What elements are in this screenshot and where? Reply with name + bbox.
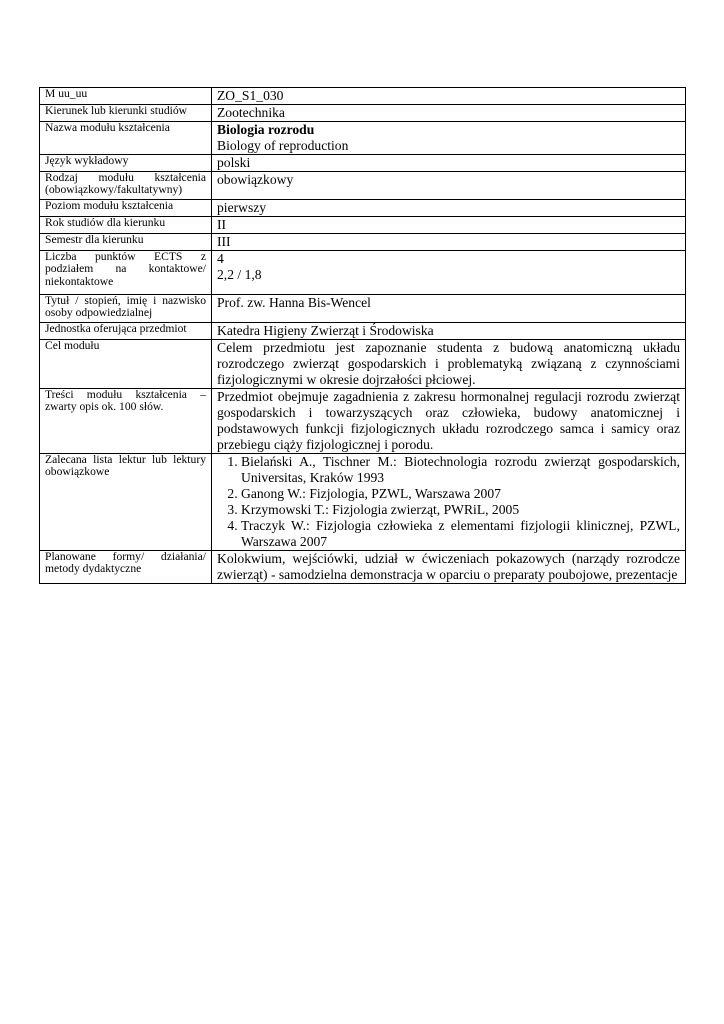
unit-label: Jednostka oferująca przedmiot xyxy=(40,323,212,340)
coordinator-value: Prof. zw. Hanna Bis-Wencel xyxy=(212,295,686,323)
table-row xyxy=(40,105,686,122)
table-row xyxy=(40,88,686,105)
language-label: Język wykładowy xyxy=(40,155,212,172)
table-row xyxy=(40,295,686,323)
table-row xyxy=(40,323,686,340)
methods-label: Planowane formy/ działania/ metody dydaktyczne xyxy=(40,551,212,584)
ects-total: 4 xyxy=(217,251,224,266)
name-value xyxy=(212,122,686,155)
year-label: Rok studiów dla kierunku xyxy=(40,217,212,234)
module-description-table xyxy=(39,87,686,584)
name-label: Nazwa modułu kształcenia xyxy=(40,122,212,155)
content-value: Przedmiot obejmuje zagadnienia z zakresu hormonalnej regulacji rozrodu zwierząt gospodarskich i towarzyszących oraz człowieka, budowy anatomicznej i podstawowych funkcji fizjologicznych układu rozrodczego samca i samicy oraz przebiegu ciąży fizjologicznej i porodu. xyxy=(212,389,686,454)
ects-value xyxy=(212,251,686,295)
goal-value: Celem przedmiotu jest zapoznanie studenta z budową anatomiczną układu rozrodczego zwierząt gospodarskich i problematyką związaną z czynnościami fizjologicznymi w okresie dojrzałości płciowej. xyxy=(212,340,686,389)
content-label: Treści modułu kształcenia – zwarty opis ok. 100 słów. xyxy=(40,389,212,454)
table-row xyxy=(40,200,686,217)
field-value: Zootechnika xyxy=(212,105,686,122)
readings-list xyxy=(217,454,680,550)
table-row xyxy=(40,172,686,200)
field-label: Kierunek lub kierunki studiów xyxy=(40,105,212,122)
language-value: polski xyxy=(212,155,686,172)
table-row xyxy=(40,234,686,251)
goal-label: Cel modułu xyxy=(40,340,212,389)
level-label: Poziom modułu kształcenia xyxy=(40,200,212,217)
type-value: obowiązkowy xyxy=(212,172,686,200)
unit-value: Katedra Higieny Zwierząt i Środowiska xyxy=(212,323,686,340)
semester-value: III xyxy=(212,234,686,251)
code-value: ZO_S1_030 xyxy=(212,88,686,105)
table-row xyxy=(40,122,686,155)
type-label: Rodzaj modułu kształcenia (obowiązkowy/fakultatywny) xyxy=(40,172,212,200)
readings-value xyxy=(212,454,686,551)
table-row xyxy=(40,389,686,454)
table-row xyxy=(40,551,686,584)
methods-value: Kolokwium, wejściówki, udział w ćwiczeniach pokazowych (narządy rozrodcze zwierząt) - samodzielna demonstracja w oparciu o preparaty poubojowe, prezentacje xyxy=(212,551,686,584)
table-row xyxy=(40,454,686,551)
list-item: 2. Ganong W.: Fizjologia, PZWL, Warszawa 2007 xyxy=(241,486,680,502)
level-value: pierwszy xyxy=(212,200,686,217)
name-english: Biology of reproduction xyxy=(217,138,349,153)
readings-label: Zalecana lista lektur lub lektury obowiązkowe xyxy=(40,454,212,551)
list-item: 4. Traczyk W.: Fizjologia człowieka z elementami fizjologii klinicznej, PZWL, Warszawa 2007 xyxy=(241,518,680,550)
year-value: II xyxy=(212,217,686,234)
ects-split: 2,2 / 1,8 xyxy=(217,267,262,282)
ects-label: Liczba punktów ECTS z podziałem na kontaktowe/ niekontaktowe xyxy=(40,251,212,295)
list-item: 1. Bielański A., Tischner M.: Biotechnologia rozrodu zwierząt gospodarskich, Universitas, Kraków 1993 xyxy=(241,454,680,486)
table-row xyxy=(40,155,686,172)
table-row xyxy=(40,217,686,234)
name-polish: Biologia rozrodu xyxy=(217,122,315,137)
table-row xyxy=(40,340,686,389)
coordinator-label: Tytuł / stopień, imię i nazwisko osoby odpowiedzialnej xyxy=(40,295,212,323)
code-label: M uu_uu xyxy=(40,88,212,105)
list-item: 3. Krzymowski T.: Fizjologia zwierząt, PWRiL, 2005 xyxy=(241,502,680,518)
semester-label: Semestr dla kierunku xyxy=(40,234,212,251)
table-row xyxy=(40,251,686,295)
